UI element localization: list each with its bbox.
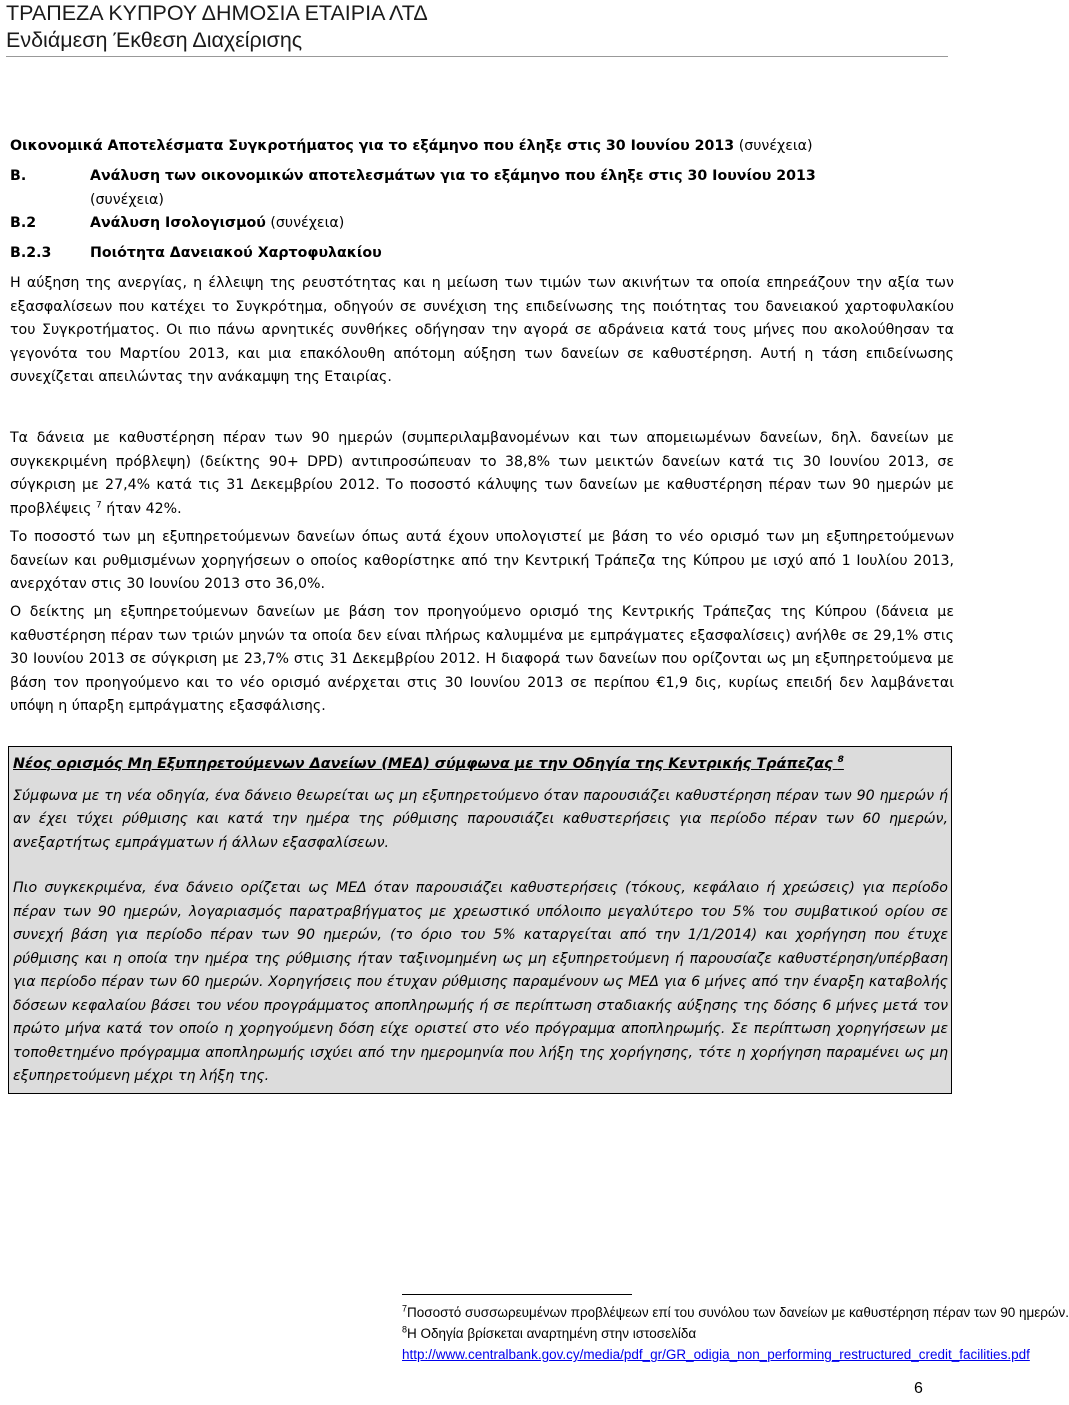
document-header <box>6 0 946 54</box>
box-paragraph-2: Πιο συγκεκριμένα, ένα δάνειο ορίζεται ως ΜΕΔ όταν παρουσιάζει καθυστερήσεις (τόκους, κεφάλαιο ή χρεώσεις) για περίοδο πέραν των 90 ημερών, λογαριασμός παρατραβήγματος με χρεωστικό υπόλοιπο μεγαλύτερο του 5% του συμβατικού ορίου σε συνεχή βάση για περίοδο πέραν των 90 ημερών, (το όριο του 5% καταργείται από την 1/1/2014) και χορήγηση που έτυχε ρύθμισης και η οποία την ημέρα της ρύθμισης ήταν ταξινομημένη ως μη εξυπηρετούμενη ή παρουσίαζε καθυστέρηση/υπέρβαση για περίοδο πέραν των 60 ημερών. Χορηγήσεις που έτυχαν ρύθμισης παραμένουν ως ΜΕΔ για 6 μήνες από την έναρξη καταβολής δόσεων κεφαλαίου βάσει του νέου προγράμματος αποπληρωμής ή σε περίπτωση σταδιακής αύξησης της δόσης 6 μήνες μετά τον πρώτο μήνα κατά τον οποίο η χορηγούμενη δόση είχε οριστεί στο νέο πρόγραμμα αποπληρωμής. Σε περίπτωση χορηγήσεων με τοποθετημένο πρόγραμμα αποπληρωμής ισχύει από την ημερομηνία που λήξη της χορήγησης, τότε η χορήγηση παραμένει ως μη εξυπηρετούμενη μέχρι τη λήξη της. <box>13 880 948 1084</box>
title-continuation: (συνέχεια) <box>738 138 813 154</box>
paragraph-text: Το ποσοστό των μη εξυπηρετούμενων δανείων όπως αυτά έχουν υπολογιστεί με βάση το νέο ορισμό των μη εξυπηρετούμενων δανείων και ρυθμισμένων χορηγήσεων ο οποίος καθορίστηκε από την Κεντρική Τράπεζα της Κύπρου με ισχύ από 1 Ιουλίου 2013, ανερχόταν στις 30 Ιουνίου 2013 στο 36,0%. <box>10 529 954 592</box>
section-b23 <box>10 242 955 266</box>
central-bank-link[interactable]: http://www.centralbank.gov.cy/media/pdf_gr/GR_odigia_non_performing_restructured_credit_facilities.pdf <box>402 1347 1030 1362</box>
section-number: B. <box>10 168 27 184</box>
npl-definition-box <box>8 746 952 1094</box>
section-b2 <box>10 212 955 236</box>
footnote-8 <box>402 1326 696 1342</box>
footnote-number: 8 <box>402 1324 408 1335</box>
box-title-text: Νέος ορισμός Μη Εξυπηρετούμενων Δανείων (ΜΕΔ) σύμφωνα με την Οδηγία της Κεντρικής Τράπεζας <box>13 756 833 772</box>
section-number: B.2.3 <box>10 245 52 261</box>
paragraph-3 <box>10 526 954 597</box>
section-continuation: (συνέχεια) <box>270 215 345 231</box>
footnote-divider <box>402 1294 632 1295</box>
paragraph-text: Τα δάνεια με καθυστέρηση πέραν των 90 ημερών (συμπεριλαμβανομένων και των απομειωμένων δανείων, δηλ. δανείων με συγκεκριμένη πρόβλεψη) (δείκτης 90+ DPD) αντιπροσώπευαν το 38,8% των μεικτών δανείων κατά τις 30 Ιουνίου 2013, σε σύγκριση με 27,4% κατά τις 31 Δεκεμβρίου 2012. Το ποσοστό κάλυψης των δανείων με καθυστέρηση πέραν των 90 ημερών με προβλέψεις <box>10 430 954 517</box>
header-divider <box>6 56 948 57</box>
paragraph-text: Η αύξηση της ανεργίας, η έλλειψη της ρευστότητας και η μείωση των τιμών των ακινήτων τα οποία επηρεάζουν την αξία των εξασφαλίσεων που κατέχει το Συγκρότημα, οδηγούν σε συνέχιση της επιδείνωσης της ποιότητας του δανειακού χαρτοφυλακίου του Συγκροτήματος. Οι πιο πάνω αρνητικές συνθήκες οδήγησαν την αγορά σε αδράνεια κατά τους μήνες που ακολούθησαν τα γεγονότα του Μαρτίου 2013, και μια επακόλουθη απότομη αύξηση των δανείων σε καθυστέρηση. Αυτή η τάση επιδείνωσης συνεχίζεται απειλώντας την ανάκαμψη της Εταιρίας. <box>10 275 954 385</box>
page-number: 6 <box>914 1380 923 1397</box>
box-paragraph-1: Σύμφωνα με τη νέα οδηγία, ένα δάνειο θεωρείται ως μη εξυπηρετούμενο όταν παρουσιάζει καθυστέρηση πέραν των 90 ημερών ή αν έχει τύχει ρύθμισης και κατά την ημέρα της ρύθμισης παρουσιάζει καθυστερήσεις για περίοδο πέραν των 60 ημερών, ανεξαρτήτως εμπράγματων ή άλλων εξασφαλίσεων. <box>13 787 948 851</box>
paragraph-1 <box>10 272 954 390</box>
section-continuation: (συνέχεια) <box>90 191 164 208</box>
report-name: Ενδιάμεση Έκθεση Διαχείρισης <box>6 28 303 52</box>
paragraph-2 <box>10 427 954 521</box>
section-b <box>10 165 955 213</box>
company-name: ΤΡΑΠΕΖΑ ΚΥΠΡΟΥ ΔΗΜΟΣΙΑ ΕΤΑΙΡΙΑ ΛΤΔ <box>6 1 428 25</box>
paragraph-4 <box>10 601 954 719</box>
footnote-ref-8: 8 <box>837 755 844 766</box>
page-title <box>10 135 955 159</box>
footnote-text: Ποσοστό συσσωρευμένων προβλέψεων επί του συνόλου των δανείων με καθυστέρηση πέραν των 90 ημερών. <box>407 1305 1069 1320</box>
section-heading: Ανάλυση των οικονομικών αποτελεσμάτων για το εξάμηνο που έληξε στις 30 Ιουνίου 2013 <box>90 168 816 184</box>
box-title <box>13 753 948 777</box>
title-bold: Οικονομικά Αποτελέσματα Συγκροτήματος για το εξάμηνο που έληξε στις 30 Ιουνίου 2013 <box>10 138 735 154</box>
section-heading: Ποιότητα Δανειακού Χαρτοφυλακίου <box>90 245 382 261</box>
footnote-7 <box>402 1305 1069 1321</box>
footnote-link-row <box>402 1347 1030 1363</box>
section-heading: Ανάλυση Ισολογισμού <box>90 215 266 231</box>
footnote-number: 7 <box>402 1303 408 1314</box>
footnote-ref-7: 7 <box>96 499 102 510</box>
section-number: B.2 <box>10 215 37 231</box>
paragraph-text-end: ήταν 42%. <box>101 500 182 517</box>
footnote-text: Η Οδηγία βρίσκεται αναρτημένη στην ιστοσελίδα <box>407 1326 697 1341</box>
paragraph-text: Ο δείκτης μη εξυπηρετούμενων δανείων με βάση τον προηγούμενο ορισμό της Κεντρικής Τράπεζας της Κύπρου (δάνεια με καθυστέρηση πέραν των τριών μηνών τα οποία δεν είναι πλήρως καλυμμένα με εμπράγματες εξασφαλίσεις) ανήλθε σε 29,1% στις 30 Ιουνίου 2013 σε σύγκριση με 23,7% στις 31 Δεκεμβρίου 2012. Η διαφορά των δανείων που ορίζονται ως μη εξυπηρετούμενα με βάση τον προηγούμενο και το νέο ορισμό ανέρχεται στις 30 Ιουνίου 2013 σε περίπου €1,9 δις, κυρίως επειδή δεν λαμβάνεται υπόψη η ύπαρξη εμπράγματης εξασφάλισης. <box>10 604 954 714</box>
